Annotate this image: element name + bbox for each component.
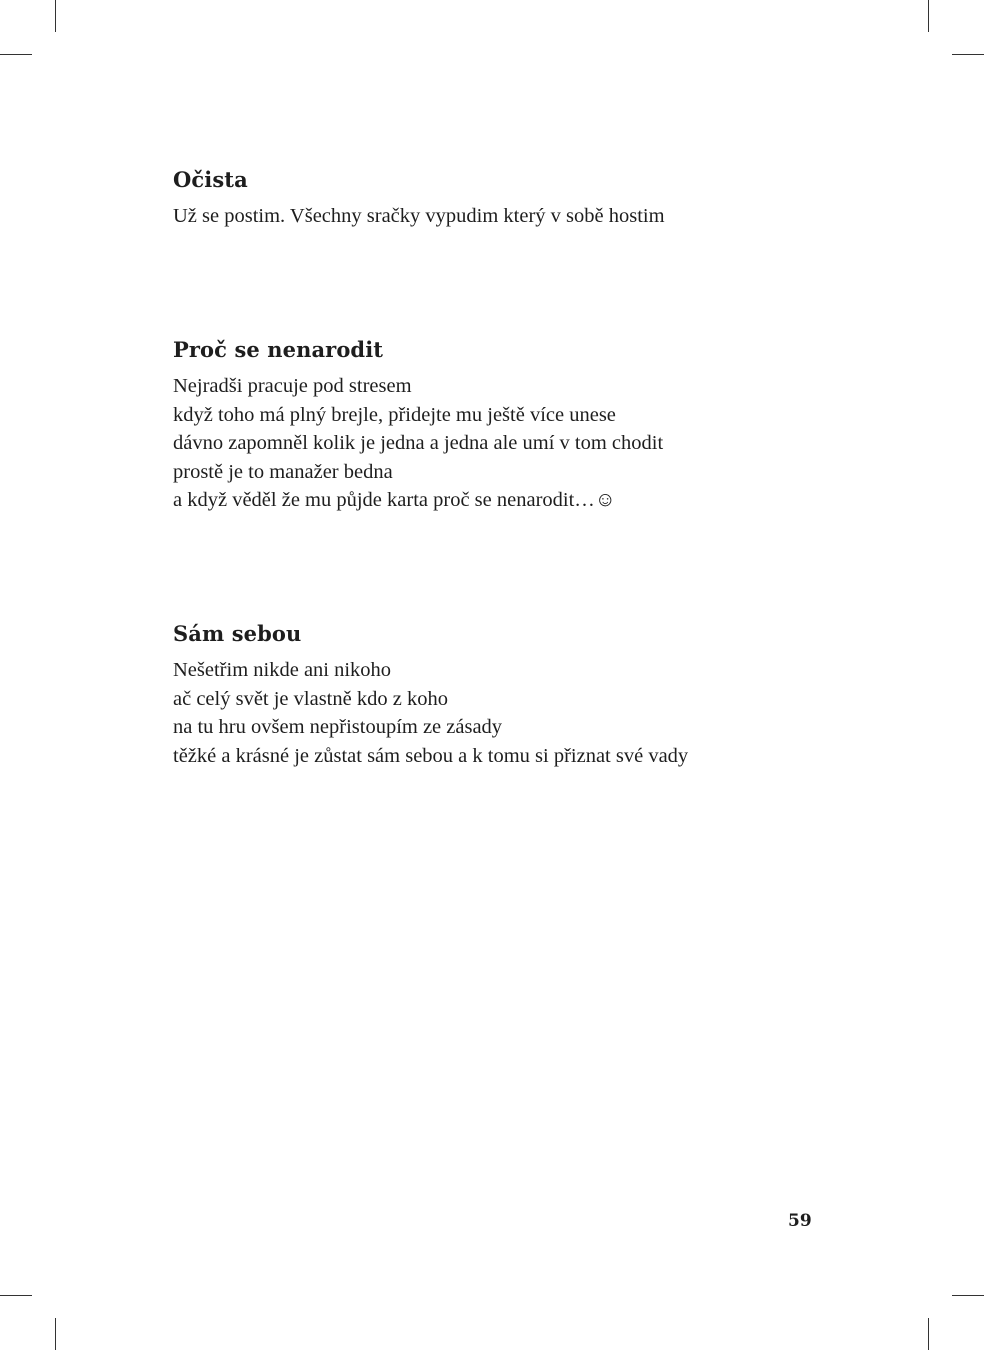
poem-line: Nešetřim nikde ani nikoho bbox=[173, 659, 392, 681]
poem-proc-se-nenarodit bbox=[173, 336, 873, 515]
poem-title: Očista bbox=[173, 167, 248, 192]
crop-mark-top-left-horizontal bbox=[0, 54, 32, 55]
crop-mark-bottom-left-vertical bbox=[55, 1318, 56, 1350]
poem-line: ač celý svět je vlastně kdo z koho bbox=[173, 687, 448, 710]
poem-line: na tu hru ovšem nepřistoupím ze zásady bbox=[173, 716, 503, 738]
poem-line: když toho má plný brejle, přidejte mu ještě více unese bbox=[173, 403, 616, 426]
crop-mark-top-right-vertical bbox=[928, 0, 929, 32]
poem-sam-sebou bbox=[173, 620, 873, 770]
poem-ocista bbox=[173, 166, 873, 231]
poem-line: Už se postim. Všechny sračky vypudim který v sobě hostim bbox=[173, 205, 665, 227]
crop-mark-top-left-vertical bbox=[55, 0, 56, 32]
poem-line: těžké a krásné je zůstat sám sebou a k tomu si přiznat své vady bbox=[173, 744, 689, 767]
crop-mark-bottom-right-horizontal bbox=[952, 1295, 984, 1296]
poem-line: a když věděl že mu půjde karta proč se nenarodit…☺ bbox=[173, 489, 616, 511]
crop-mark-bottom-left-horizontal bbox=[0, 1295, 32, 1296]
poem-title: Proč se nenarodit bbox=[173, 337, 384, 362]
page-number: 59 bbox=[788, 1211, 812, 1231]
poem-line: dávno zapomněl kolik je jedna a jedna ale umí v tom chodit bbox=[173, 432, 664, 454]
poem-line: prostě je to manažer bedna bbox=[173, 460, 393, 483]
poem-line: Nejradši pracuje pod stresem bbox=[173, 375, 412, 397]
crop-mark-bottom-right-vertical bbox=[928, 1318, 929, 1350]
crop-mark-top-right-horizontal bbox=[952, 54, 984, 55]
poem-title: Sám sebou bbox=[173, 621, 302, 646]
